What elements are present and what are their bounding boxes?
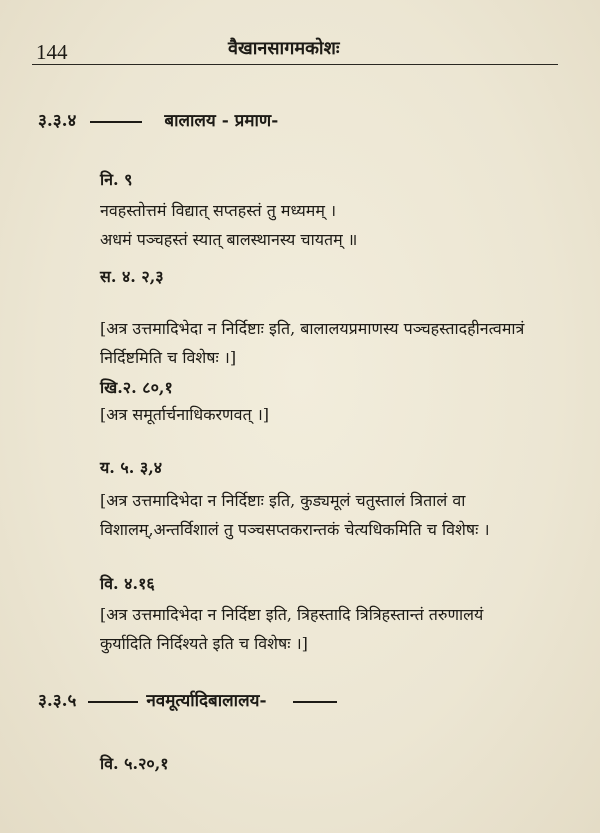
note-line: निर्दिष्टमिति च विशेषः ।] [100,348,237,367]
section-title: बालालय - प्रमाण- [164,111,279,131]
heading-dash [90,121,142,123]
heading-dash [293,701,337,703]
note-line: कुर्यादिति निर्दिश्यते इति च विशेषः ।] [100,634,308,653]
commentary-note [100,600,530,658]
note-line: विशालम्,अन्तर्विशालं तु पञ्चसप्तकरान्तकं चेत्यधिकमिति च विशेषः । [100,520,490,539]
source-reference: य. ५. ३,४ [100,458,163,477]
verse-line: अधमं पञ्चहस्तं स्यात् बालस्थानस्य चायतम् ॥ [100,230,358,249]
source-reference: वि. ५.२०,१ [100,754,169,773]
source-reference: खि.२. ८०,१ [100,378,173,397]
commentary-note [100,486,530,544]
section-heading [38,108,278,131]
running-title: वैखानसागमकोशः [228,38,340,59]
source-reference: स. ४. २,३ [100,267,164,286]
verse-line: नवहस्तोत्तमं विद्यात् सप्तहस्तं तु मध्यमम् । [100,201,337,220]
section-title: नवमूर्त्यादिबालालय- [146,691,267,711]
heading-dash [88,701,138,703]
section-heading [38,688,347,711]
commentary-note [100,400,530,429]
section-number: ३.३.४ [38,111,77,131]
source-reference: वि. ४.१६ [100,574,155,593]
header-rule [32,64,558,65]
note-line: [अत्र समूर्तार्चनाधिकरणवत् ।] [100,405,270,424]
source-reference: नि. ९ [100,170,133,189]
note-line: [अत्र उत्तमादिभेदा न निर्दिष्टाः इति, कुड्यमूलं चतुस्तालं त्रितालं वा [100,491,466,510]
note-line: [अत्र उत्तमादिभेदा न निर्दिष्टाः इति, बालालयप्रमाणस्य पञ्चहस्तादहीनत्वमात्रं [100,319,525,338]
section-number: ३.३.५ [38,691,77,711]
note-line: [अत्र उत्तमादिभेदा न निर्दिष्टा इति, त्रिहस्तादि त्रित्रिहस्तान्तं तरुणालयं [100,605,484,624]
page-number: 144 [36,40,68,64]
commentary-note [100,314,530,372]
